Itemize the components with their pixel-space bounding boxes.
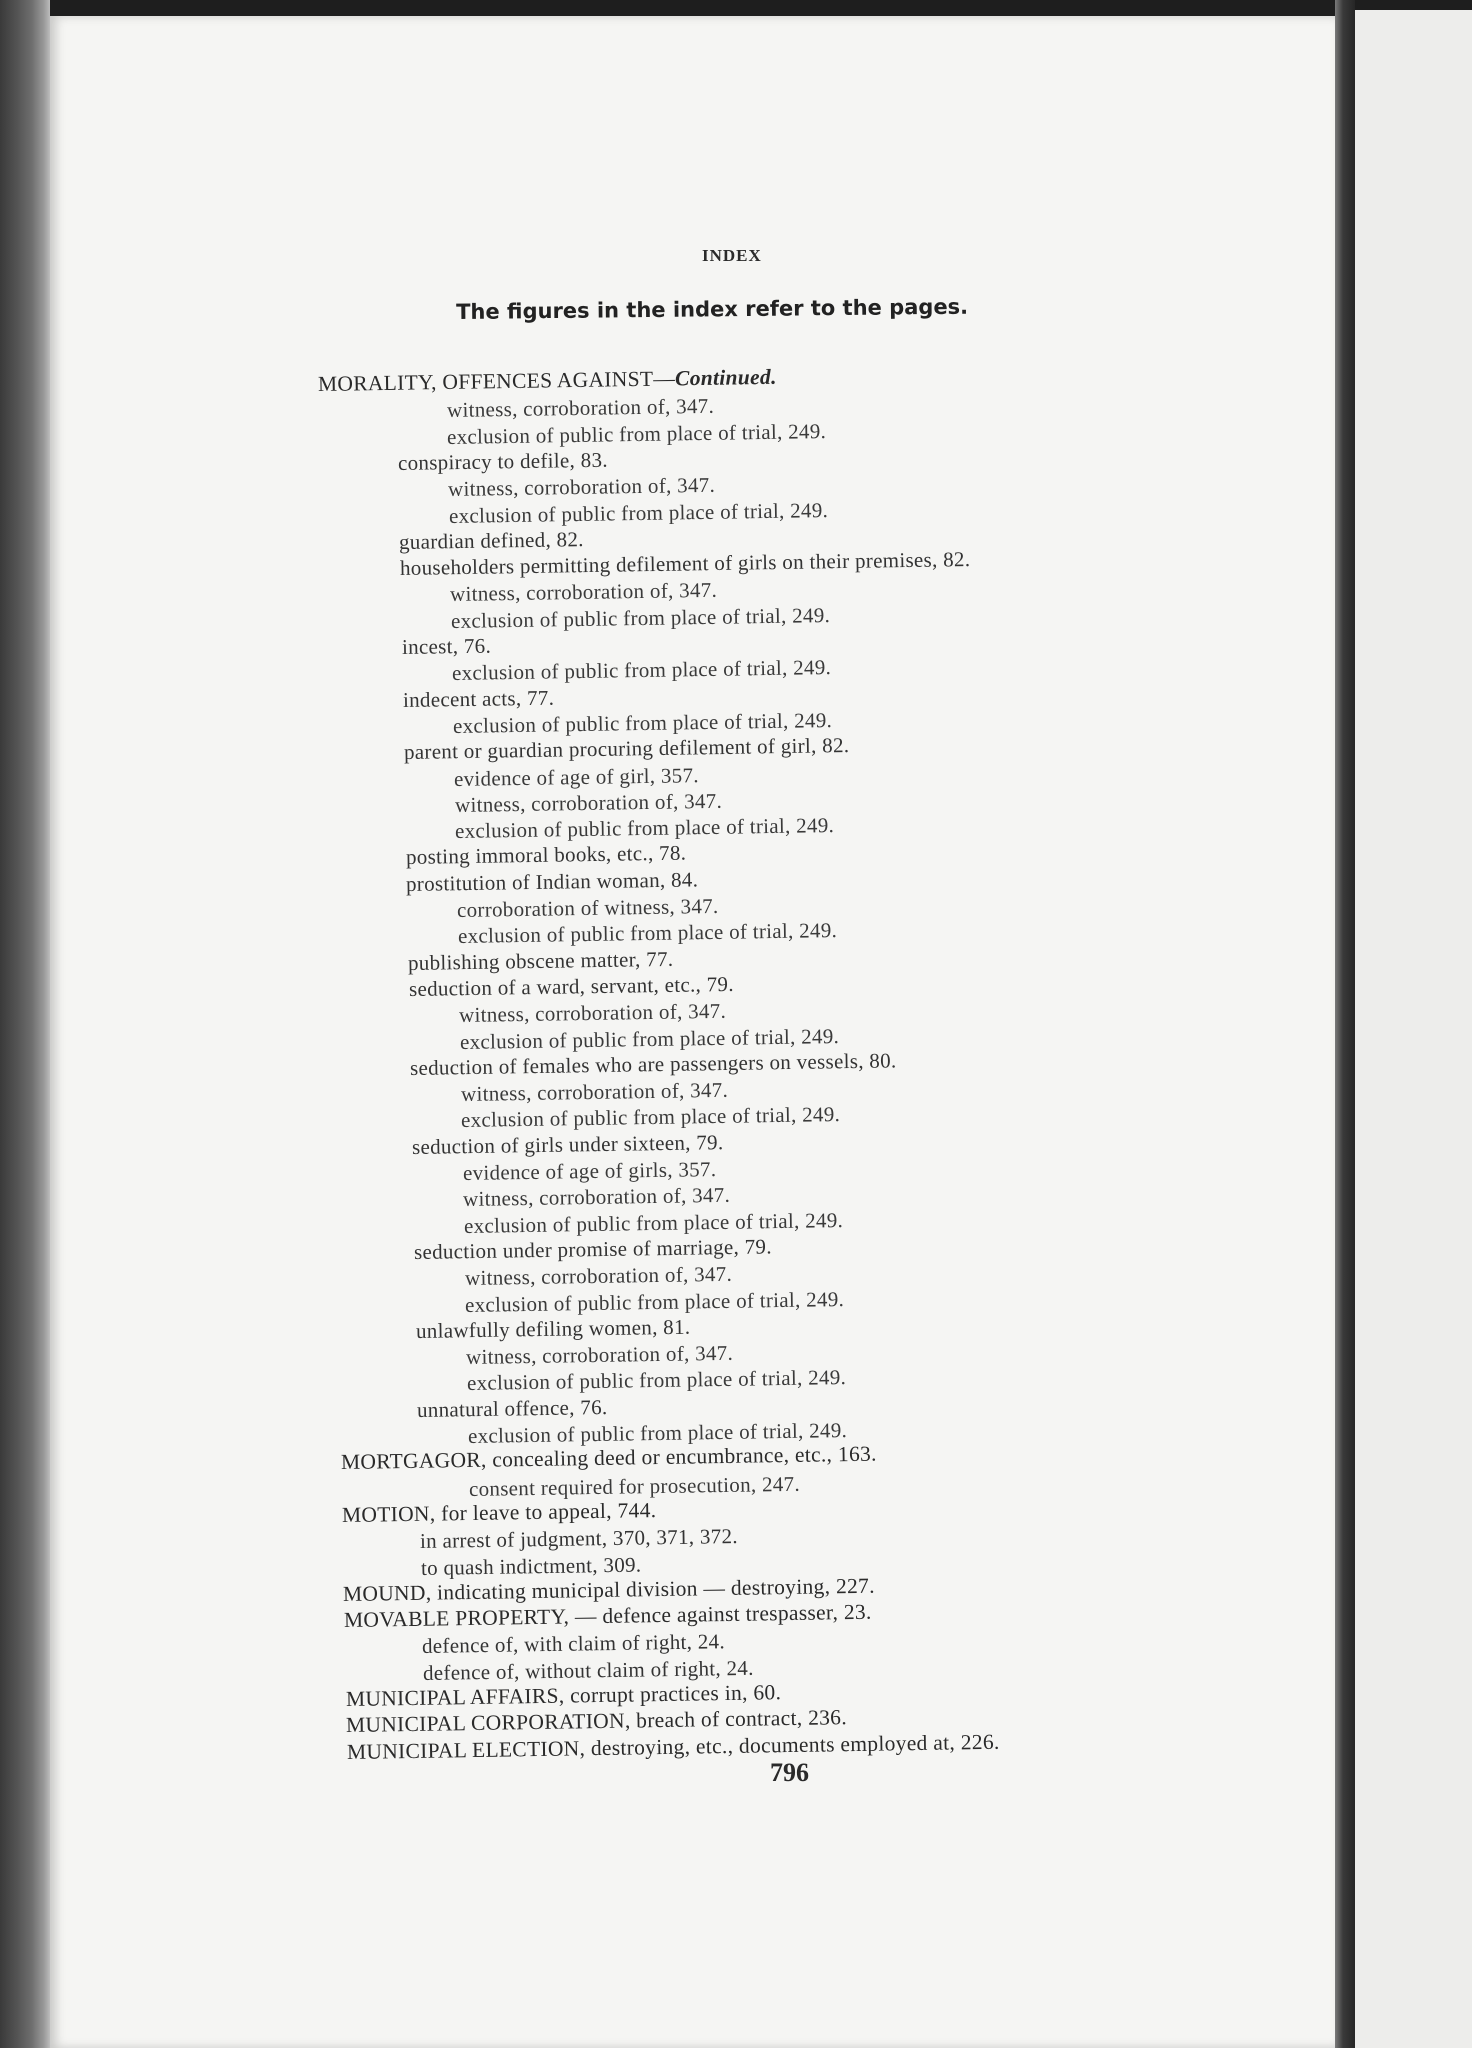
index-entry (448, 473, 715, 502)
index-entry (457, 894, 719, 923)
index-entry (406, 841, 687, 870)
index-entry (412, 1130, 724, 1160)
index-entry (455, 789, 722, 818)
index-entry (408, 972, 733, 1002)
index-entry-text: householders permitting defilement of girls on their premises, 82. (399, 547, 971, 581)
index-entry-text: seduction of females who are passengers on vessels, 80. (410, 1048, 897, 1080)
index-entry (402, 685, 554, 712)
index-entry-text: defence of, with claim of right, 24. (422, 1629, 726, 1659)
index-entry-text: exclusion of public from place of trial, 249. (465, 1286, 845, 1317)
index-entry-text: to quash indictment, 309. (420, 1552, 642, 1580)
index-entry-text: evidence of age of girl, 357. (454, 762, 700, 791)
index-entry (459, 999, 726, 1028)
index-entry-text: exclusion of public from place of trial, 249. (452, 707, 833, 738)
index-entry (401, 634, 490, 660)
index-entry-text: MUNICIPAL CORPORATION, breach of contract, 236. (345, 1705, 848, 1738)
index-entry (417, 1395, 608, 1423)
index-entry (397, 448, 607, 476)
index-entry-text: witness, corroboration of, 347. (446, 394, 714, 423)
index-entry-text: exclusion of public from place of trial, 249. (466, 1365, 847, 1396)
index-entry-text: in arrest of judgment, 370, 371, 372. (419, 1524, 739, 1554)
index-entry-text: MOTION, for leave to appeal, 744. (341, 1497, 657, 1527)
index-entry (406, 867, 699, 897)
index-entry-text: MUNICIPAL AFFAIRS, corrupt practices in, 60. (345, 1680, 781, 1711)
index-entry-text: seduction under promise of marriage, 79. (413, 1234, 773, 1264)
index-entry (466, 1341, 733, 1370)
index-entry (449, 498, 829, 529)
index-entry-text: exclusion of public from place of trial, 249. (459, 1023, 840, 1054)
book-gutter (1335, 0, 1355, 2048)
index-entry (446, 394, 713, 423)
index-entry-text: MOUND, indicating municipal division — destroying, 227. (343, 1573, 876, 1606)
index-entry-text: exclusion of public from place of trial, 249. (461, 1102, 841, 1133)
index-entry-text: exclusion of public from place of trial, 249. (467, 1418, 848, 1448)
index-entry-text: witness, corroboration of, 347. (458, 998, 727, 1028)
index-entry-text: exclusion of public from place of trial, 249. (463, 1207, 843, 1238)
index-entry (469, 1471, 800, 1501)
index-note: The figures in the index refer to the pages. (456, 294, 969, 324)
index-entry-text: witness, corroboration of, 347. (464, 1261, 732, 1291)
index-entry-text: MUNICIPAL ELECTION, destroying, etc., documents employed at, 226. (346, 1729, 1000, 1764)
index-entry (408, 946, 674, 975)
index-entry (451, 603, 831, 634)
index-entry-text: evidence of age of girls, 357. (462, 1157, 716, 1185)
index-entry-text: witness, corroboration of, 347. (454, 788, 723, 817)
index-entry (462, 1157, 716, 1186)
index-entry-text: exclusion of public from place of trial, 249. (446, 418, 827, 449)
index-entry (422, 1630, 725, 1660)
index-entry-text: exclusion of public from place of trial, 249. (457, 918, 837, 949)
index-entry-text: publishing obscene matter, 77. (407, 946, 674, 975)
index-entry (421, 1552, 642, 1580)
index-entry (457, 918, 837, 949)
index-entry-text: witness, corroboration of, 347. (460, 1077, 729, 1107)
index-entry-text: conspiracy to defile, 83. (397, 447, 608, 475)
page-heading: INDEX (702, 246, 762, 265)
index-entry (450, 578, 717, 607)
index-entry (463, 1208, 843, 1239)
index-entry (420, 1524, 738, 1554)
index-entry (416, 1314, 691, 1343)
index-entry-text: seduction of girls under sixteen, 79. (411, 1129, 724, 1159)
index-entry-text: MORTGAGOR, concealing deed or encumbrance, etc., 163. (340, 1441, 877, 1475)
index-entry-text: witness, corroboration of, 347. (447, 472, 716, 502)
index-entry-text: consent required for prosecution, 247. (468, 1471, 801, 1501)
index-entry (454, 763, 699, 792)
index-entry (455, 813, 835, 844)
index-entry-text: seduction of a ward, servant, etc., 79. (408, 971, 734, 1001)
index-entry (399, 527, 584, 555)
index-entry (318, 365, 777, 397)
index-entry (414, 1234, 772, 1265)
index-entry-text: MORALITY, OFFENCES AGAINST— (317, 366, 676, 396)
index-entry (340, 1442, 876, 1475)
index-entry-text: guardian defined, 82. (399, 526, 585, 554)
index-entry-text: corroboration of witness, 347. (456, 893, 719, 922)
index-entry (461, 1102, 841, 1133)
index-entry (465, 1287, 845, 1318)
facing-page-edge (1355, 10, 1472, 2048)
index-entry-text: exclusion of public from place of trial, 249. (450, 602, 831, 633)
index-entry-text: unnatural offence, 76. (417, 1394, 609, 1422)
index-entry-text: MOVABLE PROPERTY, — defence against trespasser, 23. (343, 1599, 872, 1633)
index-entry-text: parent or guardian procuring defilement of girl, 82. (403, 733, 850, 765)
index-entry (403, 733, 849, 765)
index-entry-text: unlawfully defiling women, 81. (415, 1314, 691, 1343)
index-entry-text: witness, corroboration of, 347. (462, 1183, 731, 1212)
index-entry-text: exclusion of public from place of trial, 249. (451, 655, 832, 686)
index-entry (341, 1498, 656, 1528)
index-entry-text: prostitution of Indian woman, 84. (406, 867, 699, 896)
index-entry (461, 1078, 728, 1107)
index-entry (447, 419, 827, 450)
index-entry-text: defence of, without claim of right, 24. (422, 1655, 754, 1685)
index-entry (467, 1365, 847, 1396)
index-entry-text: exclusion of public from place of trial, 249. (448, 497, 829, 528)
index-entry-text: exclusion of public from place of trial, 249. (455, 813, 835, 844)
index-entry-text: witness, corroboration of, 347. (450, 578, 718, 607)
index-entry (464, 1262, 731, 1291)
continued-label: Continued. (674, 364, 777, 391)
index-entry-text: posting immoral books, etc., 78. (405, 840, 687, 870)
index-entry-text: indecent acts, 77. (402, 685, 554, 712)
page-number: 796 (770, 1758, 809, 1787)
index-entry-text: incest, 76. (401, 633, 491, 659)
index-entry (463, 1183, 730, 1212)
index-entry (452, 655, 832, 686)
index-entry-text: witness, corroboration of, 347. (466, 1340, 734, 1370)
